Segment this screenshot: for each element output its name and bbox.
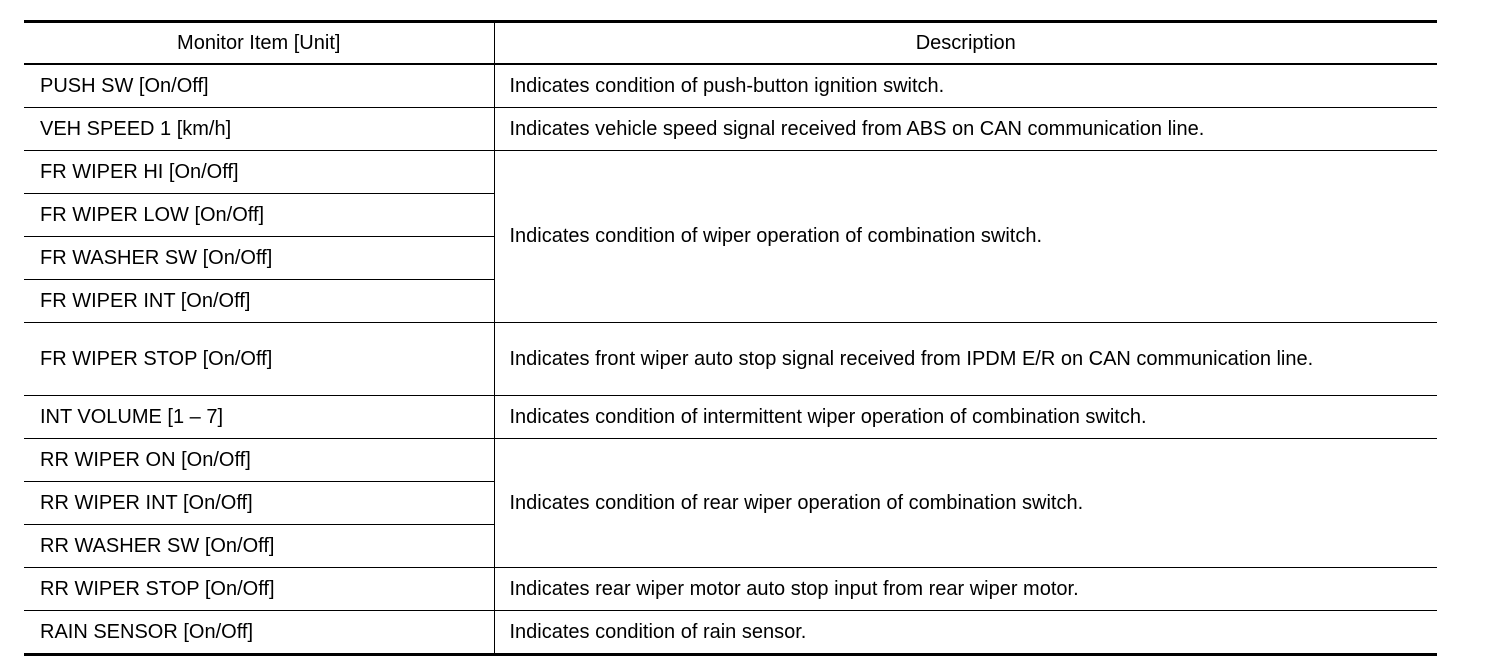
table-row <box>24 611 1437 655</box>
column-header-monitor-item: Monitor Item [Unit] <box>24 22 494 65</box>
table-row <box>24 439 1437 482</box>
table-header-row <box>24 22 1437 65</box>
table-row <box>24 323 1437 396</box>
monitor-item-cell: FR WASHER SW [On/Off] <box>24 237 494 280</box>
monitor-item-cell: RAIN SENSOR [On/Off] <box>24 611 494 655</box>
table-row <box>24 151 1437 194</box>
description-cell: Indicates rear wiper motor auto stop input from rear wiper motor. <box>494 568 1437 611</box>
column-header-description: Description <box>494 22 1437 65</box>
description-cell: Indicates condition of wiper operation of combination switch. <box>494 151 1437 323</box>
monitor-item-cell: RR WIPER INT [On/Off] <box>24 482 494 525</box>
monitor-item-cell: INT VOLUME [1 – 7] <box>24 396 494 439</box>
description-cell: Indicates condition of rain sensor. <box>509 620 807 643</box>
description-cell: Indicates vehicle speed signal received from ABS on CAN communication line. <box>494 108 1437 151</box>
table-row <box>24 108 1437 151</box>
monitor-item-cell: FR WIPER STOP [On/Off] <box>24 323 494 396</box>
monitor-item-cell: PUSH SW [On/Off] <box>24 64 494 108</box>
description-cell: Indicates condition of intermittent wiper operation of combination switch. <box>494 396 1437 439</box>
monitor-item-table-container <box>24 20 1437 656</box>
monitor-item-cell: FR WIPER HI [On/Off] <box>24 151 494 194</box>
monitor-item-cell: FR WIPER INT [On/Off] <box>24 280 494 323</box>
table-row <box>24 568 1437 611</box>
description-cell: Indicates front wiper auto stop signal received from IPDM E/R on CAN communication line. <box>494 323 1437 396</box>
monitor-item-cell: RR WIPER ON [On/Off] <box>24 439 494 482</box>
monitor-item-cell: VEH SPEED 1 [km/h] <box>24 108 494 151</box>
monitor-item-cell: RR WASHER SW [On/Off] <box>24 525 494 568</box>
description-cell: Indicates condition of push-button ignition switch. <box>494 64 1437 108</box>
table-row <box>24 64 1437 108</box>
monitor-item-table <box>24 20 1437 656</box>
monitor-item-cell: RR WIPER STOP [On/Off] <box>24 568 494 611</box>
description-cell: Indicates condition of rear wiper operation of combination switch. <box>494 439 1437 568</box>
table-row <box>24 396 1437 439</box>
monitor-item-cell: FR WIPER LOW [On/Off] <box>24 194 494 237</box>
